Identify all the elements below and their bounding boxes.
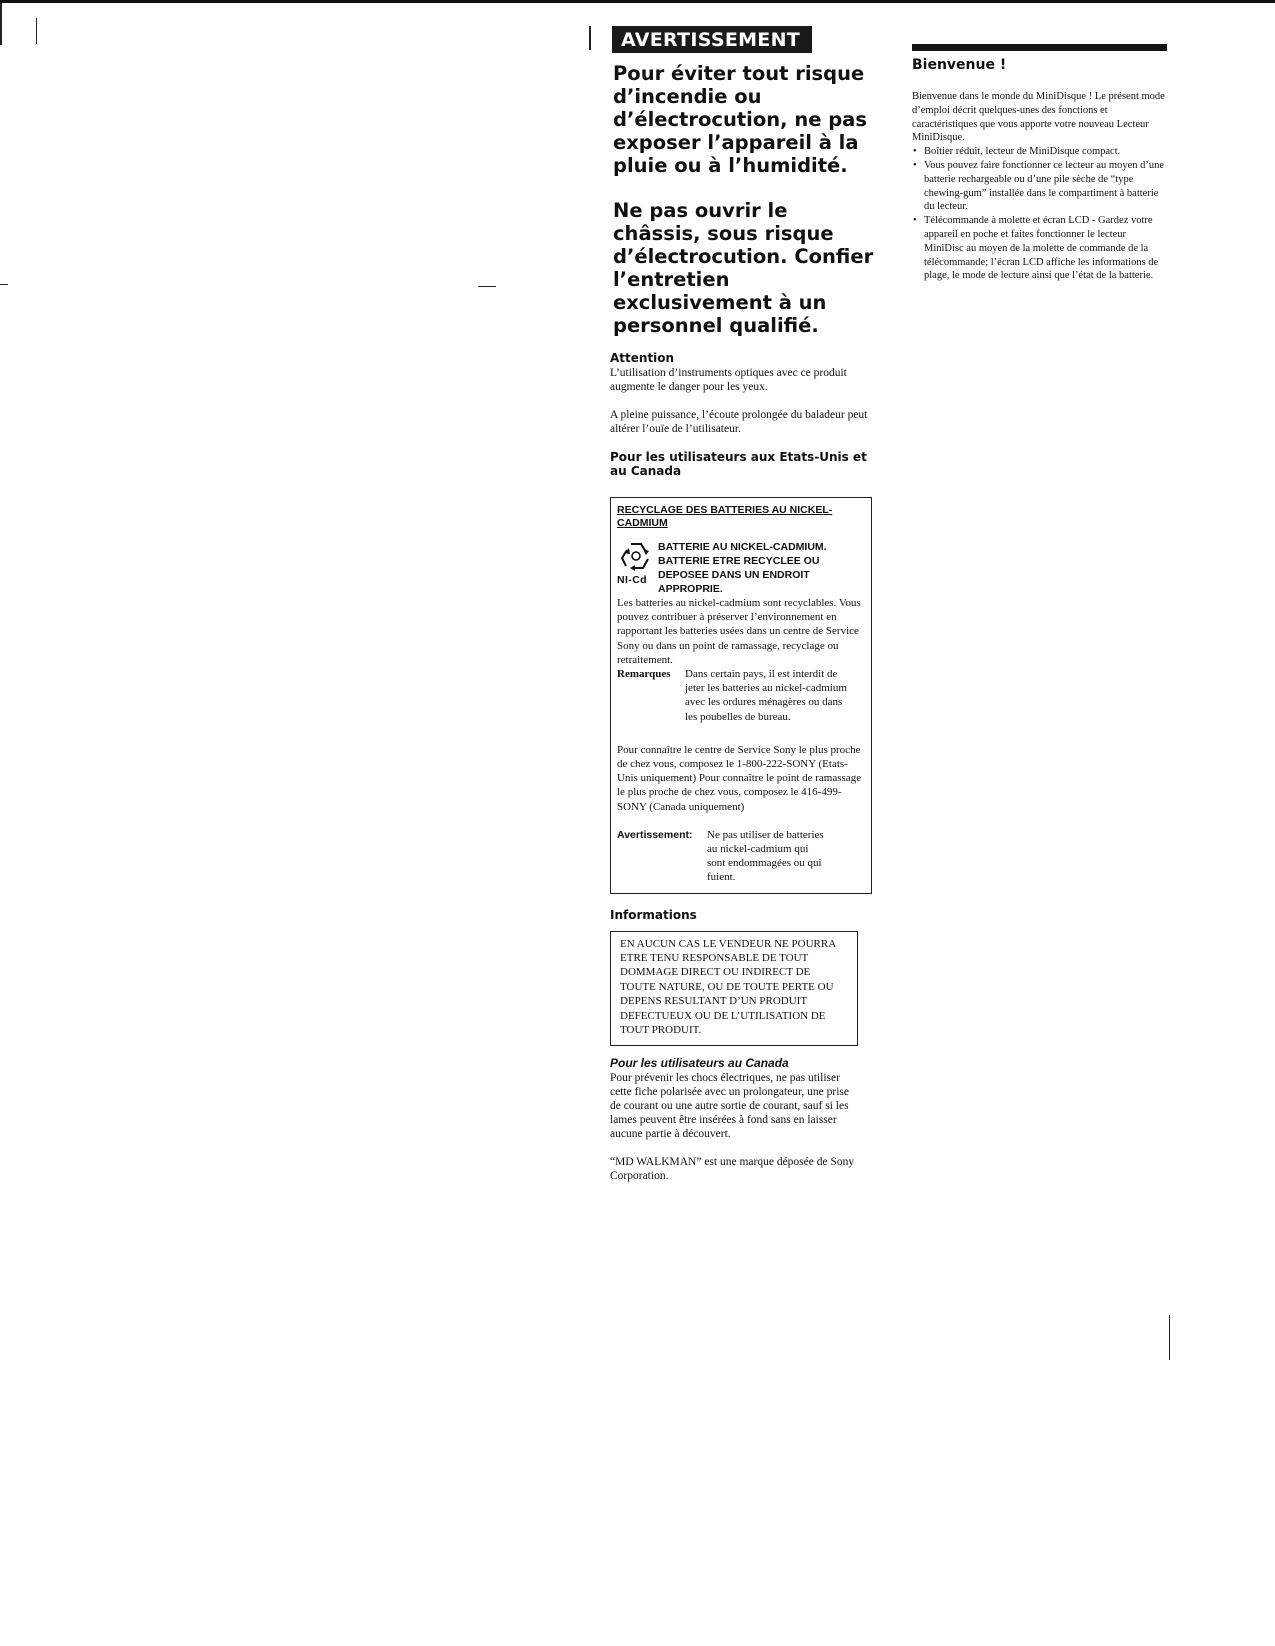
caution-text: Ne pas utiliser de batteries au nickel-cadmium qui sont endommagées ou qui fuient. xyxy=(707,828,824,884)
nicd-symbol xyxy=(617,540,658,596)
feature-list xyxy=(912,145,1167,283)
feature-text: Télécommande à molette et écran LCD - Gardez votre appareil en poche et faites fonctionner le lecteur MiniDisc au moyen de la molette de commande de la télécommande; l’écran LCD affiche les informations de plage, le mode de lecture ainsi que l’état de la batterie. xyxy=(924,215,1159,282)
recycling-title: RECYCLAGE DES BATTERIES AU NICKEL-CADMIUM xyxy=(617,504,833,529)
hearing-warning: A pleine puissance, l’écoute prolongée du baladeur peut altérer l’ouïe de l’utilisateur. xyxy=(610,409,868,435)
bullet-icon: • xyxy=(913,215,917,227)
canada-text: Pour prévenir les chocs électriques, ne pas utiliser cette fiche polarisée avec un prolongateur, une prise de courant ou une autre sortie de courant, sauf si les lames peuvent être insérées à fond sans en laisser aucune partie à découvert. xyxy=(610,1071,850,1140)
scan-mark-left xyxy=(0,3,2,45)
trademark-text: “MD WALKMAN” est une marque déposée de Sony Corporation. xyxy=(610,1155,855,1182)
welcome-intro: Bienvenue dans le monde du MiniDisque ! Le présent mode d’emploi décrit quelques-unes des fonctions et caractéristiques que vous apporte votre nouveau Lecteur MiniDisque. xyxy=(912,91,1165,144)
welcome-column xyxy=(912,44,1167,283)
canada-heading: Pour les utilisateurs au Canada xyxy=(610,1055,789,1070)
informations-heading: Informations xyxy=(610,907,697,922)
list-item xyxy=(912,145,1167,159)
attention-text: L’utilisation d’instruments optiques avec ce produit augmente le danger pour les yeux. xyxy=(610,367,847,393)
recycling-notice-box xyxy=(610,497,872,894)
feature-text: Boîtier réduit, lecteur de MiniDisque compact. xyxy=(924,146,1121,158)
list-item xyxy=(912,159,1167,214)
nicd-label: NI-Cd xyxy=(617,574,647,586)
recycling-text: Les batteries au nickel-cadmium sont recyclables. Vous pouvez contribuer à préserver l’environnement en rapportant les batteries usées dans un centre de Service Sony ou dans un point de ramassage, recyclage ou retraitement. xyxy=(617,597,861,666)
scan-arrow-mark xyxy=(478,286,496,287)
remark-label: Remarques xyxy=(617,668,671,681)
avertissement-banner: AVERTISSEMENT xyxy=(612,26,812,53)
feature-text: Vous pouvez faire fonctionner ce lecteur au moyen d’une batterie rechargeable ou d’une pile sèche de “type chewing-gum” installée dans le compartiment à batterie du lecteur. xyxy=(924,159,1165,213)
bullet-icon: • xyxy=(913,146,917,158)
list-item xyxy=(912,214,1167,283)
scan-mark-right xyxy=(1169,1315,1170,1360)
nicd-block xyxy=(617,540,863,596)
warning-column xyxy=(610,26,872,1183)
attention-heading: Attention xyxy=(610,351,675,365)
nicd-warning-text: BATTERIE AU NICKEL-CADMIUM. BATTERIE ETRE RECYCLEE OU DEPOSEE DANS UN ENDROIT APPROPRIE. xyxy=(658,541,827,595)
recycle-icon xyxy=(619,540,653,572)
remark-row xyxy=(617,667,863,724)
caution-label: Avertissement: xyxy=(617,828,693,841)
liability-disclaimer-box: EN AUCUN CAS LE VENDEUR NE POURRA ETRE TENU RESPONSABLE DE TOUT DOMMAGE DIRECT OU INDIRECT DE TOUTE NATURE, OU DE TOUTE PERTE OU DEPENS RESULTANT D’UN PRODUIT DEFECTUEUX OU DE L’UTILISATION DE TOUT PRODUIT. xyxy=(610,931,858,1046)
service-contact-text: Pour connaître le centre de Service Sony le plus proche de chez vous, composez le 1-800-222-SONY (Etats-Unis uniquement) Pour connaître le point de ramassage le plus proche de chez vous, composez le 416-499-SONY (Canada uniquement) xyxy=(617,743,862,813)
us-canada-heading: Pour les utilisateurs aux Etats-Unis et au Canada xyxy=(610,450,867,478)
battery-caution-row xyxy=(617,828,863,885)
chassis-warning: Ne pas ouvrir le châssis, sous risque d’électrocution. Confier l’entretien exclusivement à un personnel qualifié. xyxy=(613,199,874,337)
scan-dash-left xyxy=(0,284,8,285)
fire-shock-warning: Pour éviter tout risque d’incendie ou d’électrocution, ne pas exposer l’appareil à la pluie ou à l’humidité. xyxy=(613,62,867,177)
section-bar xyxy=(912,44,1167,51)
remark-text: Dans certain pays, il est interdit de jeter les batteries au nickel-cadmium avec les ordures ménagères ou dans les poubelles de bureau. xyxy=(685,668,847,723)
scan-mark-center xyxy=(589,26,591,50)
scan-mark-left-2 xyxy=(36,18,37,44)
bullet-icon: • xyxy=(913,159,917,171)
top-scan-edge xyxy=(0,0,1275,3)
welcome-heading: Bienvenue ! xyxy=(912,57,1007,73)
